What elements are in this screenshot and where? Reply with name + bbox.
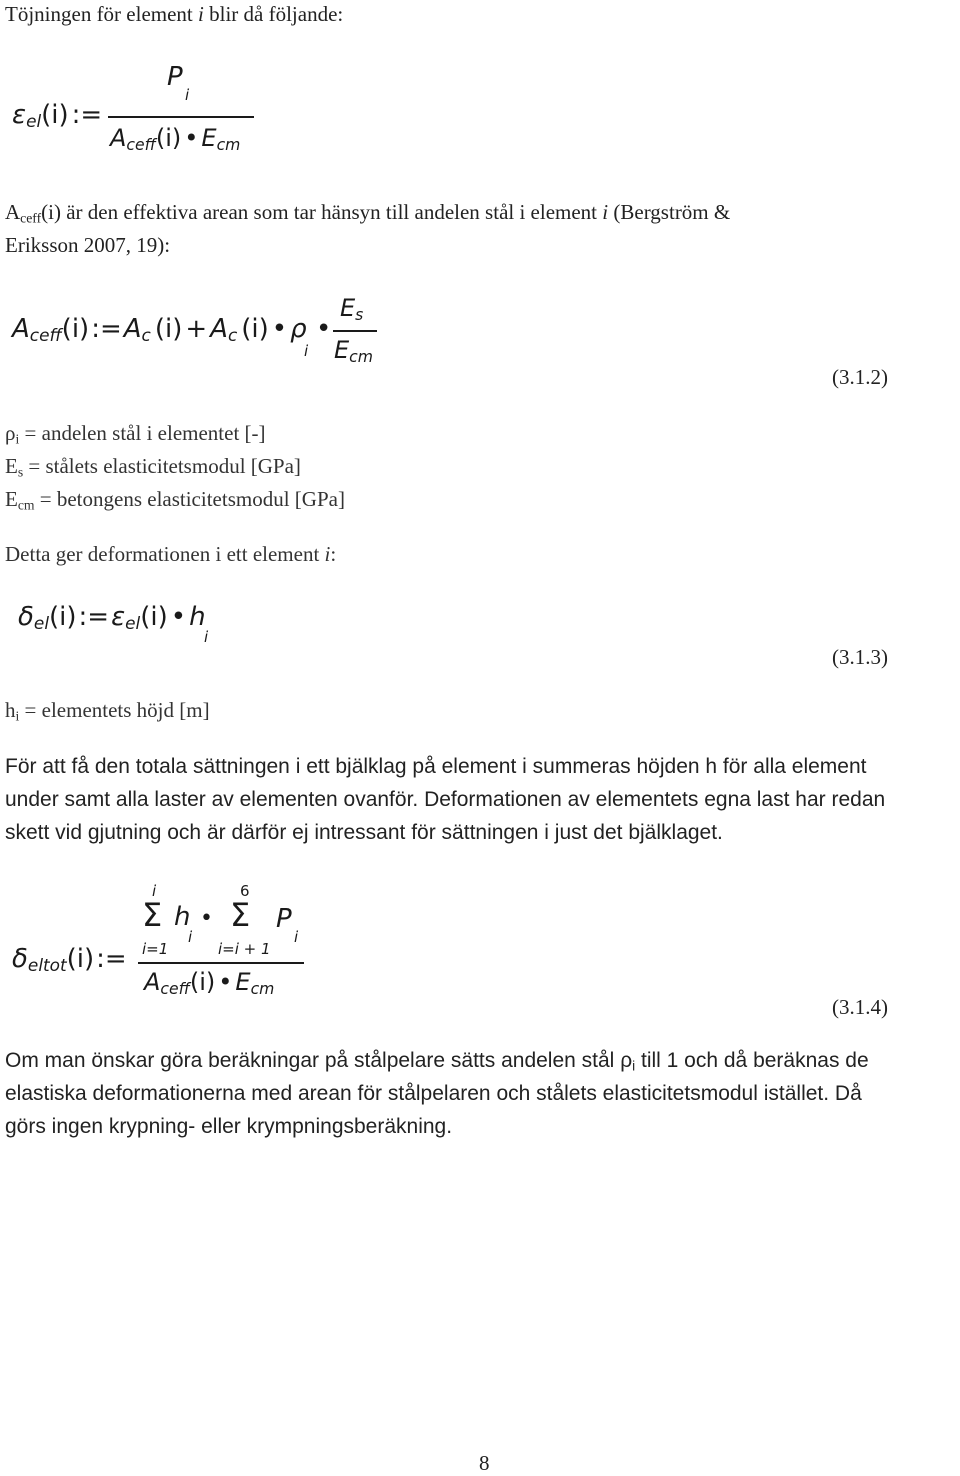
aceff-line-2: Eriksson 2007, 19): (5, 233, 171, 257)
intro-line (5, 1, 343, 27)
intro-var: i (198, 2, 204, 26)
eq4-p-sub: i (294, 928, 299, 946)
eq4-dot: • (200, 906, 213, 931)
eq2-number: (3.1.2) (832, 365, 888, 389)
eq1-denominator: $A_{ceff}(i)$ • $E_{cm}$ (110, 124, 241, 154)
eq3-number: (3.1.3) (832, 645, 888, 669)
eq4-sum1-symbol: Σ (142, 896, 163, 934)
eq2-body: $A_{ceff}(i):=A_c$ $(i) + A_c$ (i) • ρ (12, 314, 307, 346)
eq1-numerator-sub: i (185, 86, 190, 104)
eq4-sum1-top: i (152, 882, 157, 900)
eq3-h-sub: i (204, 628, 209, 646)
eq4-sum2-bottom: i=i + 1 (218, 940, 271, 958)
eq2-numerator: $E_s$ (340, 294, 364, 324)
eq1-numerator: P (167, 62, 183, 92)
paragraph2-line-2: elastiska deformationerna med arean för stålpelaren och stålets elasticitetsmodul istället. Då (5, 1082, 862, 1105)
paragraph2-line-3: görs ingen krypning- eller krympningsberäkning. (5, 1115, 453, 1138)
page-number: 8 (479, 1451, 490, 1475)
eq4-sum1-bottom: i=1 (142, 940, 169, 958)
eq1-fraction-bar (108, 116, 254, 118)
intro-text: Töjningen för element (5, 2, 199, 26)
eq4-h-sub: i (188, 928, 193, 946)
aceff-line-1: $A_{ceff}(i)$ är den effektiva arean som tar hänsyn till andelen stål i element i (Bergström & (5, 200, 731, 226)
intro-text-end: blir då följande: (203, 2, 344, 26)
eq3-body: $\delta_{el}(i):=\varepsilon_{el}(i)$ • h (18, 602, 206, 634)
def-rho: $\rho_i$ = andelen stål i elementet [-] (5, 421, 266, 447)
paragraph1-line-2: under samt alla laster av elementen ovanför. Deformationen av elementets egna last har redan (5, 788, 886, 811)
eq4-fraction-bar (138, 962, 304, 964)
paragraph1-line-3: skett vid gjutning och är därför ej intressant för sättningen i just det bjälklaget. (5, 821, 723, 844)
eq4-p: P (276, 904, 292, 934)
eq2-fraction-bar (333, 330, 377, 332)
eq1-lhs: $\varepsilon_{el}(i)$ := (12, 100, 103, 132)
eq2-rho-sub: i (304, 342, 309, 360)
eq4-lhs: $\delta_{eltot}(i):=$ (12, 944, 127, 976)
deform-intro: Detta ger deformationen i ett element i: (5, 542, 337, 566)
def-h: $h_i$ = elementets höjd [m] (5, 698, 210, 724)
def-ecm: $E_{cm}$ = betongens elasticitetsmodul [GPa] (5, 487, 345, 513)
eq4-sum2-top: 6 (240, 882, 250, 900)
eq2-denominator: $E_{cm}$ (334, 336, 373, 366)
eq4-sum2-symbol: Σ (230, 896, 251, 934)
paragraph1-line-1: För att få den totala sättningen i ett bjälklag på element i summeras höjden h för alla element (5, 755, 867, 778)
def-es: $E_s$ = stålets elasticitetsmodul [GPa] (5, 454, 301, 480)
paragraph2-line-1: Om man önskar göra beräkningar på stålpelare sätts andelen stål $\rho_i$ till 1 och då beräknas de (5, 1049, 869, 1074)
eq4-number: (3.1.4) (832, 995, 888, 1019)
eq4-h: h (174, 902, 191, 932)
eq2-dot2: • (316, 314, 332, 344)
eq4-denominator: $A_{ceff}(i)$ • $E_{cm}$ (144, 968, 275, 998)
